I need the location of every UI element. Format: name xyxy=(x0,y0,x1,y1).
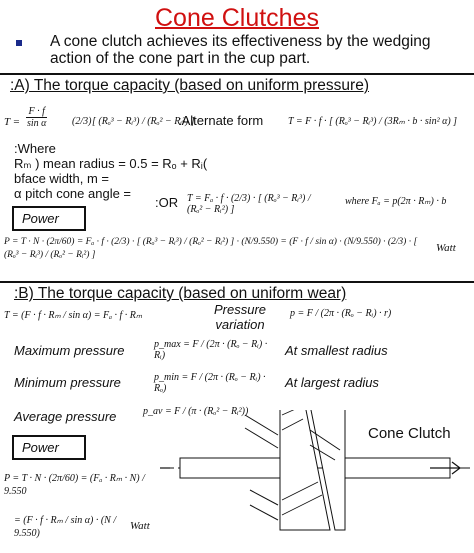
section-b-eq1: T = (F · f · Rₘ / sin α) = Fₐ · f · Rₘ xyxy=(4,310,143,321)
avg-pressure-label: Average pressure xyxy=(14,409,117,424)
intro-text: A cone clutch achieves its effectiveness by the wedging action of the cone part in the cup part. xyxy=(50,33,431,67)
min-pressure-label: Minimum pressure xyxy=(14,375,121,390)
pitch-angle-def: α pitch cone angle = xyxy=(14,186,132,201)
power-eq-a: P = T · N · (2π/60) = Fₐ · f · (2/3) · [ (Rₒ³ − Rᵢ³) / (Rₒ² − Rᵢ²) ] · (N/9.550) = (F · f / sin α) · (N/9.550) · (2/3) · [ (Rₒ³ − Rᵢ³) / (Rₒ² − Rᵢ²) ] xyxy=(4,237,418,260)
avg-pressure-eq: p_av = F / (π · (Rₒ² − Rᵢ²)) xyxy=(143,406,249,417)
cone-clutch-label: Cone Clutch xyxy=(368,425,451,442)
cone-clutch-diagram xyxy=(160,410,474,553)
power-eq-b2: = (F · f · Rₘ / sin α) · (N / 9.550) xyxy=(14,515,117,539)
max-pressure-note: At smallest radius xyxy=(285,343,388,358)
section-a-eq1: T = $\frac{F \cdot f}{\text{sin α}}$ (2/3) [ (Rₒ³ − Rᵢ³) / (Rₒ² − Rᵢ²) ] xyxy=(4,106,195,129)
or-label: :OR xyxy=(155,195,179,210)
or-eq: T = Fₐ · f · (2/3) · [ (Rₒ³ − Rᵢ³) / (Rₒ² − Rᵢ²) ] xyxy=(187,193,311,215)
face-width-def: bface width, m = xyxy=(14,171,110,186)
divider-top xyxy=(0,73,474,75)
watt-a: Watt xyxy=(436,242,456,254)
power-box-a: Power xyxy=(12,206,86,231)
min-pressure-eq: p_min = F / (2π · (Rₒ − Rᵢ) · Rₒ) xyxy=(154,372,266,394)
left-shaft xyxy=(180,458,290,478)
power-eq-b1: P = T · N · (2π/60) = (Fₐ · Rₘ · N) / 9.550 xyxy=(4,473,145,497)
pressure-variation-label: Pressure variation xyxy=(213,302,267,332)
min-pressure-note: At largest radius xyxy=(285,375,379,390)
pressure-variation-eq: p = F / (2π · (Rₒ − Rᵢ) · r) xyxy=(290,308,392,319)
divider-middle xyxy=(0,281,474,283)
section-a-heading: :A) The torque capacity (based on uniform pressure) xyxy=(10,77,369,94)
alternate-form-label: :Alternate form xyxy=(178,113,264,128)
page-title: Cone Clutches xyxy=(155,4,319,32)
max-pressure-eq: p_max = F / (2π · (Rₒ − Rᵢ) · Rᵢ) xyxy=(154,339,268,361)
section-b-heading: :B) The torque capacity (based on uniform wear) xyxy=(14,285,347,302)
max-pressure-label: Maximum pressure xyxy=(14,343,125,358)
power-box-b: Power xyxy=(12,435,86,460)
where-label: :Where xyxy=(14,141,56,156)
where-fa: where Fₐ = p(2π · Rₘ) · b xyxy=(345,196,447,207)
bullet-icon xyxy=(16,40,22,46)
mean-radius-def: Rₘ ) mean radius = 0.5 = Rₒ + Rᵢ( xyxy=(14,156,208,171)
watt-b: Watt xyxy=(130,520,150,532)
alternate-form-eq: T = F · f · [ (Rₒ³ − Rᵢ³) / (3Rₘ · b · sin² α) ] xyxy=(288,116,458,127)
